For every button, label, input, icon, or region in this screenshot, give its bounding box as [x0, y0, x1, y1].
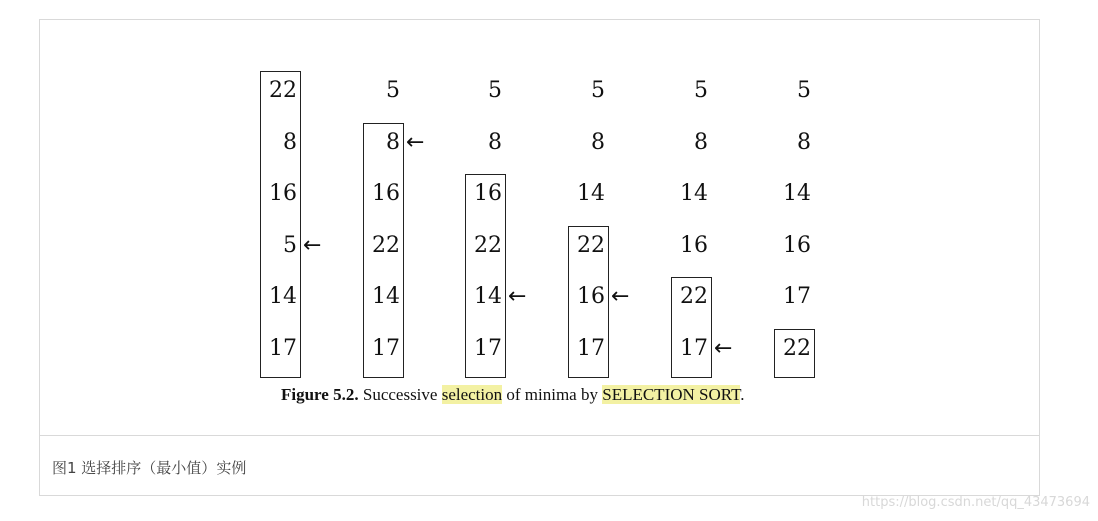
array-value: 14 — [269, 284, 297, 310]
figure-label: Figure 5.2. — [281, 385, 359, 404]
array-value: 14 — [680, 181, 708, 207]
array-value: 14 — [577, 181, 605, 207]
array-value: 16 — [269, 181, 297, 207]
minimum-arrow-icon: ← — [508, 284, 527, 310]
array-value: 5 — [488, 78, 502, 103]
array-value: 8 — [386, 129, 400, 155]
array-value: 16 — [372, 181, 400, 207]
array-value: 17 — [474, 336, 502, 361]
array-value: 5 — [797, 78, 811, 103]
array-value: 8 — [488, 129, 502, 155]
array-value: 17 — [680, 336, 708, 361]
figure-caption — [281, 385, 801, 405]
array-value: 8 — [283, 129, 297, 155]
array-value: 22 — [372, 232, 400, 258]
array-value: 16 — [680, 232, 708, 258]
array-value: 8 — [591, 129, 605, 155]
array-value: 22 — [783, 336, 811, 361]
unsorted-range-box — [260, 71, 301, 378]
watermark: https://blog.csdn.net/qq_43473694 — [861, 495, 1090, 510]
array-value: 17 — [372, 336, 400, 361]
array-value: 22 — [269, 78, 297, 103]
array-value: 22 — [577, 232, 605, 258]
array-value: 8 — [797, 129, 811, 155]
array-value: 17 — [783, 284, 811, 310]
minimum-arrow-icon: ← — [611, 284, 630, 310]
array-value: 14 — [474, 284, 502, 310]
figure-frame — [39, 19, 1040, 496]
array-value: 14 — [783, 181, 811, 207]
caption-divider — [40, 435, 1039, 436]
minimum-arrow-icon: ← — [303, 232, 322, 258]
array-value: 5 — [283, 232, 297, 258]
array-value: 14 — [372, 284, 400, 310]
array-value: 16 — [474, 181, 502, 207]
array-value: 16 — [577, 284, 605, 310]
caption-highlight-selection: selection — [441, 385, 503, 404]
array-value: 16 — [783, 232, 811, 258]
array-value: 5 — [591, 78, 605, 103]
caption-text-2: of minima by — [502, 385, 603, 404]
array-value: 22 — [680, 284, 708, 310]
caption-text-3: . — [740, 385, 745, 404]
array-value: 5 — [386, 78, 400, 103]
caption-highlight-selection-sort: SELECTION SORT — [602, 385, 741, 404]
chinese-caption: 图1 选择排序（最小值）实例 — [52, 459, 247, 477]
array-value: 8 — [694, 129, 708, 155]
array-value: 17 — [269, 336, 297, 361]
caption-text-1: Successive — [358, 385, 442, 404]
minimum-arrow-icon: ← — [714, 336, 733, 361]
array-value: 22 — [474, 232, 502, 258]
minimum-arrow-icon: ← — [406, 129, 425, 155]
array-value: 17 — [577, 336, 605, 361]
array-value: 5 — [694, 78, 708, 103]
